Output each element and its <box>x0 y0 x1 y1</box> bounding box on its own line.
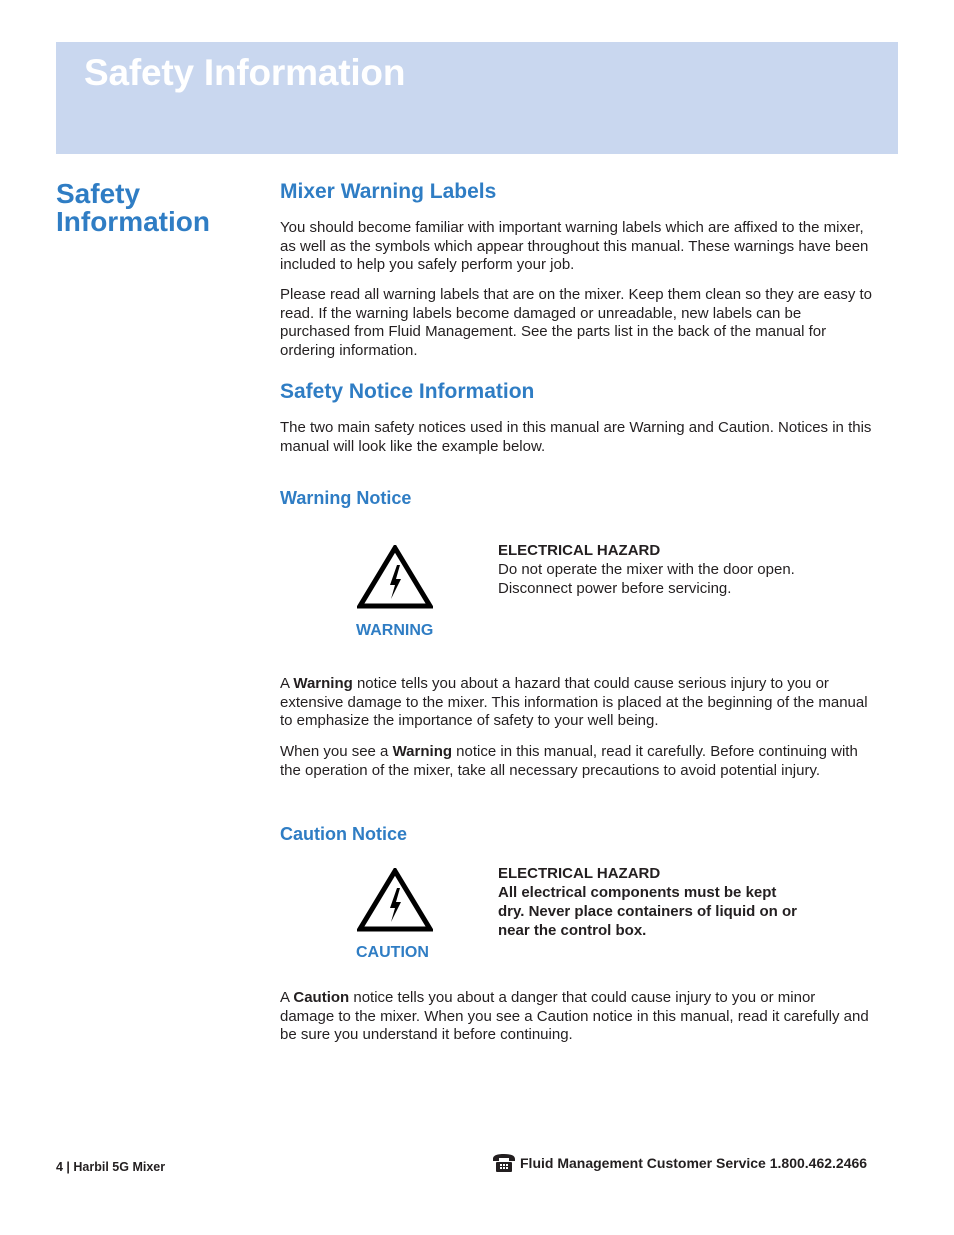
warning-hazard-title: ELECTRICAL HAZARD <box>498 542 661 559</box>
electrical-hazard-caution-icon <box>357 868 433 932</box>
bold-term: Warning <box>293 675 353 692</box>
footer-customer-service <box>492 1153 867 1173</box>
paragraph-labels-read: Please read all warning labels that are on the mixer. Keep them clean so they are easy to read. If the warning labels become damaged or unreadable, new labels can be purchased from Fluid Management. See the parts list in the back of the manual for ordering information. <box>280 286 873 360</box>
text-fragment: When you see a <box>280 743 393 760</box>
caution-notice-text <box>498 864 798 940</box>
text-fragment: A <box>280 675 294 692</box>
bold-term: Caution <box>293 989 350 1006</box>
heading-safety-notice-information: Safety Notice Information <box>280 380 535 403</box>
heading-caution-notice: Caution Notice <box>280 824 408 844</box>
sidebar-title-line2: Information <box>56 206 210 237</box>
footer-page-info: 4 | Harbil 5G Mixer <box>56 1160 166 1174</box>
caution-hazard-text: All electrical components must be kept dry. Never place containers of liquid on or near the control box. <box>498 884 797 939</box>
sidebar-title <box>56 180 210 236</box>
text-fragment: notice tells you about a danger that could cause injury to you or minor damage to the mixer. When you see a Caution notice in this manual, read it carefully and be sure you understand it before continuing. <box>280 989 869 1044</box>
electrical-hazard-warning-icon <box>357 545 433 609</box>
header-banner <box>56 42 898 154</box>
warning-label: WARNING <box>356 622 434 639</box>
text-fragment: A <box>280 989 294 1006</box>
warning-notice-text <box>498 541 808 598</box>
text-fragment: notice in this manual, read it carefully. Before continuing with the operation of the mixer, take all necessary precautions to avoid potential injury. <box>280 743 858 779</box>
text-fragment: notice tells you about a hazard that could cause serious injury to you or extensive damage to the mixer. This information is placed at the beginning of the manual to emphasize the importance of safety to your well being. <box>280 675 868 730</box>
caution-label: CAUTION <box>356 944 429 961</box>
warning-hazard-text: Do not operate the mixer with the door open. Disconnect power before servicing. <box>498 561 795 597</box>
footer-customer-service-text: Fluid Management Customer Service 1.800.462.2466 <box>520 1155 868 1171</box>
paragraph-warning-explained <box>280 675 872 731</box>
page-title: Safety Information <box>84 52 406 93</box>
heading-mixer-warning-labels: Mixer Warning Labels <box>280 180 497 203</box>
sidebar-title-line1: Safety <box>56 178 141 209</box>
heading-warning-notice: Warning Notice <box>280 488 412 508</box>
paragraph-caution-explained <box>280 989 872 1045</box>
caution-hazard-title: ELECTRICAL HAZARD <box>498 865 661 882</box>
paragraph-warning-action <box>280 743 872 780</box>
bold-term: Warning <box>392 743 453 760</box>
telephone-icon <box>492 1153 516 1173</box>
paragraph-labels-intro: You should become familiar with important warning labels which are affixed to the mixer, as well as the symbols which appear throughout this manual. These warnings have been included to help you safely perform your job. <box>280 219 869 274</box>
paragraph-notice-intro: The two main safety notices used in this manual are Warning and Caution. Notices in this manual will look like the example below. <box>280 419 872 455</box>
